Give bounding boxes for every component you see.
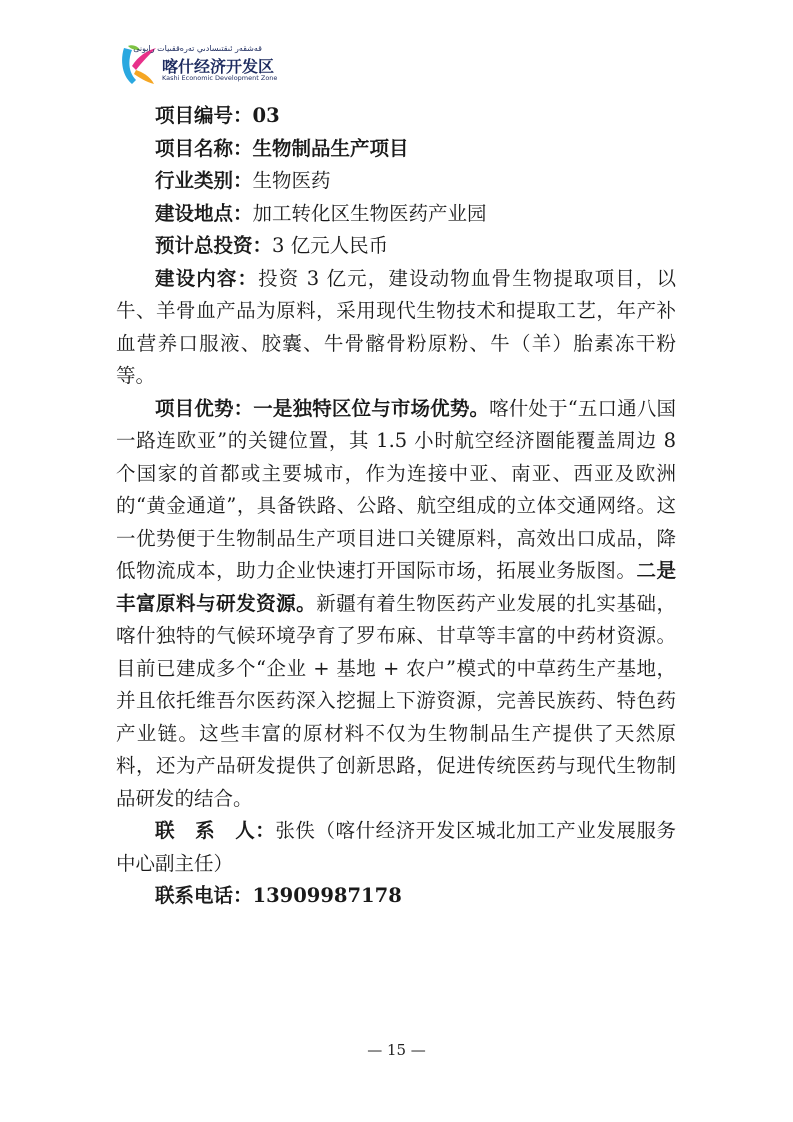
investment-line <box>116 230 676 263</box>
project-number-value: 03 <box>252 104 280 127</box>
advantage-label: 项目优势： <box>155 396 254 420</box>
logo-english-name: Kashi Economic Development Zone <box>162 74 278 82</box>
contact-paragraph <box>116 815 676 880</box>
project-name-value: 生物制品生产项目 <box>252 136 409 160</box>
header-logo <box>118 40 278 92</box>
advantage-text-2: 新疆有着生物医药产业发展的扎实基础，喀什独特的气候环境孕育了罗布麻、甘草等丰富的中药材资源。目前已建成多个“企业 + 基地 + 农户”模式的中草药生产基地，并且依托维吾尔医药深入挖掘上下游资源，完善民族药、特色药产业链。这些丰富的原材料不仅为生物制品生产提供了天然原料，还为产品研发提供了创新思路，促进传统医药与现代生物制品研发的结合。 <box>116 591 676 810</box>
industry-line <box>116 165 676 198</box>
advantage-heading-2: 二是丰富原料与研发资源。 <box>116 559 676 615</box>
project-name-label: 项目名称： <box>155 136 253 160</box>
location-value: 加工转化区生物医药产业园 <box>252 201 487 225</box>
location-line <box>116 198 676 231</box>
phone-line <box>116 880 676 913</box>
project-name-line <box>116 133 676 166</box>
investment-value: 3 亿元人民币 <box>272 234 389 257</box>
page-number: — 15 — <box>367 1041 426 1059</box>
location-label: 建设地点： <box>155 201 253 225</box>
contact-label: 联 系 人： <box>155 819 276 842</box>
construction-content-paragraph <box>116 263 676 393</box>
construction-content-value: 投资 3 亿元，建设动物血骨生物提取项目，以牛、羊骨血产品为原料，采用现代生物技术和提取工艺，年产补血营养口服液、胶囊、牛骨髂骨粉原粉、牛（羊）胎素冻干粉等。 <box>116 266 676 387</box>
advantage-heading-1: 一是独特区位与市场优势。 <box>253 396 490 420</box>
project-number-line <box>116 100 676 133</box>
logo-uyghur-text: قەشقەر ئىقتىسادىي تەرەققىيات رايونى <box>133 44 262 53</box>
phone-label: 联系电话： <box>155 884 253 907</box>
advantage-paragraph <box>116 393 676 816</box>
construction-content-label: 建设内容： <box>155 266 259 290</box>
contact-value: 张佚（喀什经济开发区城北加工产业发展服务中心副主任） <box>116 819 676 875</box>
advantage-text-1: 喀什处于“五口通八国一路连欧亚”的关键位置，其 1.5 小时航空经济圈能覆盖周边 8 个国家的首都或主要城市，作为连接中亚、南亚、西亚及欧洲的“黄金通道”，具备铁路、公路、航空组成的立体交通网络。这一优势便于生物制品生产项目进口关键原料，高效出口成品，降低物流成本，助力企业快速打开国际市场，拓展业务版图。 <box>116 396 676 582</box>
logo-chinese-name: 喀什经济开发区 <box>162 57 275 76</box>
project-number-label: 项目编号： <box>155 104 253 127</box>
industry-value: 生物医药 <box>252 169 331 192</box>
investment-label: 预计总投资： <box>155 234 273 257</box>
industry-label: 行业类别： <box>155 169 253 192</box>
project-content <box>116 100 676 913</box>
phone-value: 13909987178 <box>252 884 402 907</box>
